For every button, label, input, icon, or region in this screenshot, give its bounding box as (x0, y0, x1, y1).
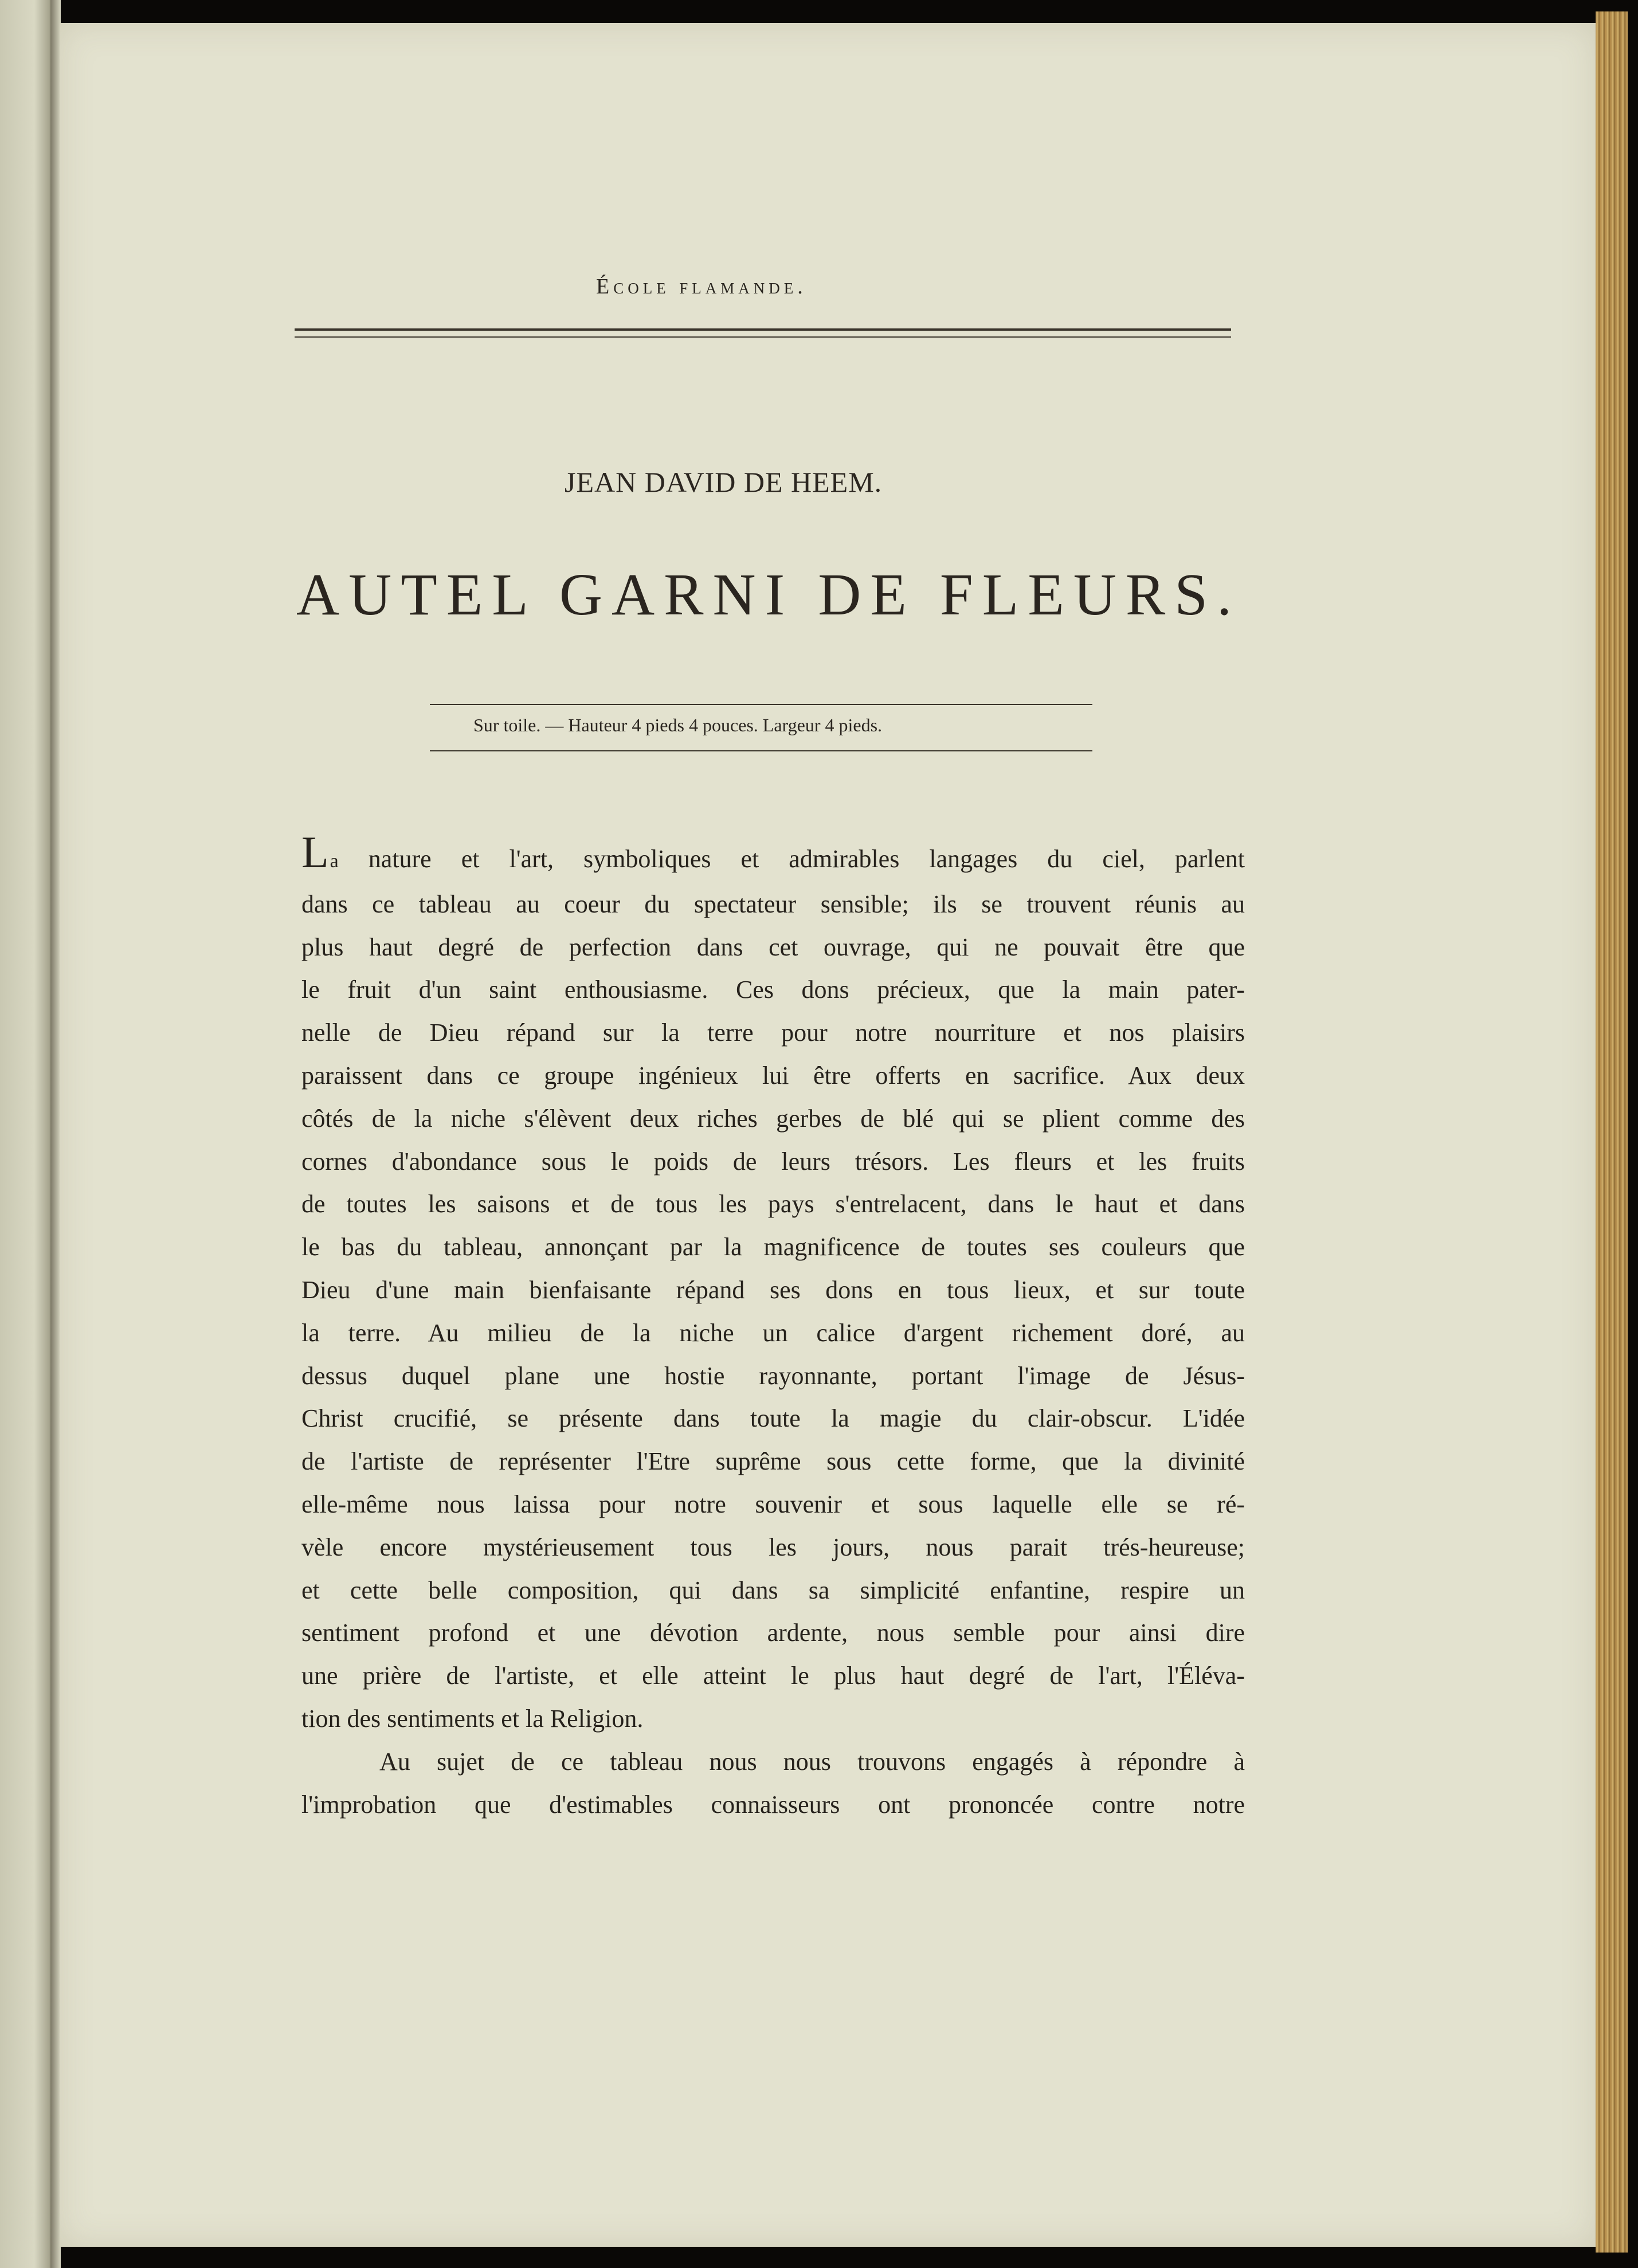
artwork-specs: Sur toile. — Hauteur 4 pieds 4 pouces. Largeur 4 pieds. (473, 715, 883, 735)
body-line: Dieu d'une main bienfaisante répand ses dons en tous lieux, et sur toute (301, 1275, 1245, 1304)
body-line: Au sujet de ce tableau nous nous trouvons engagés à répondre à (379, 1747, 1245, 1776)
body-line: cornes d'abondance sous le poids de leurs trésors. Les fleurs et les fruits (301, 1147, 1245, 1176)
facing-page-edge (0, 0, 57, 2268)
body-line: plus haut degré de perfection dans cet ouvrage, qui ne pouvait être que (301, 933, 1245, 961)
body-line: le bas du tableau, annonçant par la magnificence de toutes ses couleurs que (301, 1233, 1245, 1262)
body-line: Christ crucifié, se présente dans toute la magie du clair-obscur. L'idée (301, 1404, 1245, 1433)
artwork-title: AUTEL GARNI DE FLEURS. (296, 562, 1241, 628)
drop-cap: L (301, 827, 329, 877)
body-line: l'improbation que d'estimables connaisseurs ont prononcée contre notre (301, 1790, 1245, 1819)
body-line: et cette belle composition, qui dans sa simplicité enfantine, respire un (301, 1576, 1245, 1604)
body-line: La nature et l'art, symboliques et admirables langages du ciel, parlent (301, 827, 1245, 877)
body-line: la terre. Au milieu de la niche un calice d'argent richement doré, au (301, 1318, 1245, 1347)
drop-cap-rest: a (330, 851, 339, 872)
body-line: le fruit d'un saint enthousiasme. Ces dons précieux, que la main pater- (301, 976, 1245, 1004)
spec-rule-top (430, 704, 1092, 705)
body-text (301, 827, 1245, 1826)
body-line: elle-même nous laissa pour notre souvenir et sous laquelle elle se ré- (301, 1490, 1245, 1518)
page-stack-edge (1596, 11, 1630, 2253)
body-line: dans ce tableau au coeur du spectateur sensible; ils se trouvent réunis au (301, 890, 1245, 918)
body-line: côtés de la niche s'élèvent deux riches gerbes de blé qui se plient comme des (301, 1104, 1245, 1133)
body-line: vèle encore mystérieusement tous les jours, nous parait trés-heureuse; (301, 1533, 1245, 1561)
body-line: une prière de l'artiste, et elle atteint le plus haut degré de l'art, l'Éléva- (301, 1662, 1245, 1690)
body-line: nelle de Dieu répand sur la terre pour notre nourriture et nos plaisirs (301, 1019, 1245, 1047)
body-line: dessus duquel plane une hostie rayonnante, portant l'image de Jésus- (301, 1361, 1245, 1390)
body-line: sentiment profond et une dévotion ardente, nous semble pour ainsi dire (301, 1619, 1245, 1647)
header-double-rule (295, 328, 1231, 338)
running-header (596, 274, 940, 299)
artist-name: JEAN DAVID DE HEEM. (565, 466, 883, 498)
background-edge (1628, 0, 1638, 2268)
spec-rule-bottom (430, 750, 1092, 751)
body-line: paraissent dans ce groupe ingénieux lui être offerts en sacrifice. Aux deux (301, 1061, 1245, 1090)
body-line: tion des sentiments et la Religion. (301, 1704, 644, 1733)
body-line: de l'artiste de représenter l'Etre suprême sous cette forme, que la divinité (301, 1447, 1245, 1476)
running-header-text: École flamande. (596, 275, 807, 299)
body-line: de toutes les saisons et de tous les pays s'entrelacent, dans le haut et dans (301, 1190, 1245, 1219)
